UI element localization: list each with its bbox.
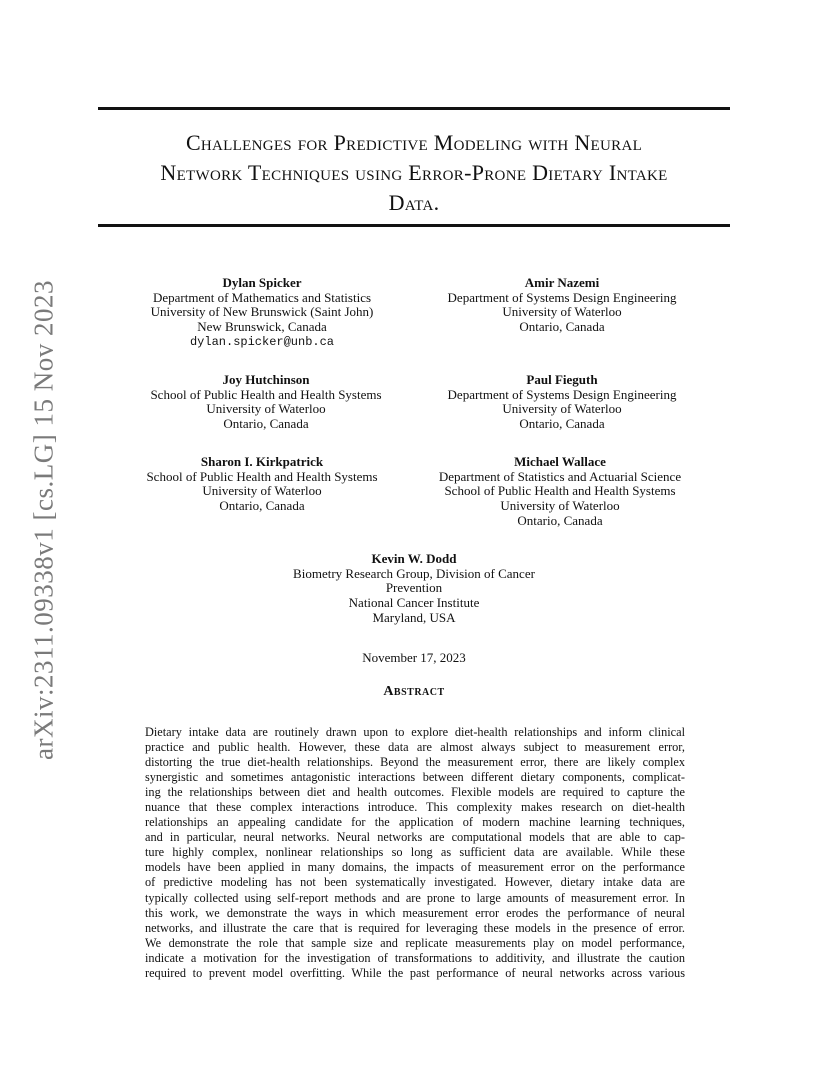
author-affiliation: University of Waterloo (202, 483, 322, 499)
abstract-line: this work, we demonstrate the ways in which measurement error erodes the performance of neural (145, 905, 685, 920)
author-affiliation: University of Waterloo (502, 401, 622, 417)
title-line: Challenges for Predictive Modeling with Neural (185, 130, 643, 155)
title-rule-bottom (98, 224, 730, 227)
author-name: Sharon I. Kirkpatrick (200, 454, 324, 469)
author-affiliation: Ontario, Canada (219, 498, 305, 514)
author-affiliation: Ontario, Canada (519, 319, 605, 335)
abstract-line: relationships an appealing candidate for the application of modern machine learning techniques, (145, 815, 685, 830)
author-block (410, 455, 710, 529)
author-affiliation: Department of Systems Design Engineering (447, 289, 677, 305)
author-block (116, 373, 416, 432)
author-affiliation: University of New Brunswick (Saint John) (150, 304, 374, 320)
author-name: Michael Wallace (514, 454, 606, 469)
author-affiliation: School of Public Health and Health Systems (444, 483, 676, 499)
author-affiliation: University of Waterloo (206, 401, 326, 417)
author-name: Dylan Spicker (222, 275, 302, 290)
title-rule-top (98, 107, 730, 110)
abstract-line: ing the relationships between diet and health outcomes. Flexible models are required to capture the (145, 785, 685, 800)
abstract-body (145, 725, 685, 981)
author-affiliation: Biometry Research Group, Division of Cancer Prevention (293, 565, 535, 596)
abstract-line: nuance that these complex interactions introduce. This complexity makes research on diet-health (145, 800, 685, 815)
author-name: Paul Fieguth (526, 372, 598, 387)
abstract-line: networks, and illustrate the care that is required for leveraging these models in the presence of error. (145, 920, 685, 935)
abstract-line: typically collected using self-report methods and are prone to large amounts of measurement error. In (145, 890, 685, 905)
author-affiliation: Department of Systems Design Engineering (447, 386, 677, 402)
title-line: Network Techniques using Error-Prone Dietary Intake (160, 160, 668, 185)
author-email[interactable]: dylan.spicker@unb.ca (189, 334, 335, 349)
publication-date: November 17, 2023 (362, 650, 466, 665)
abstract-line: indicate a motivation for the investigation of transformations to additivity, and illustrate the caution (145, 950, 685, 965)
abstract-line: practice and public health. However, these data are almost always subject to measurement error, (145, 740, 685, 755)
abstract-line: required to prevent model overfitting. While the past performance of neural networks across various (145, 965, 685, 980)
author-block (112, 455, 412, 514)
author-affiliation: Department of Mathematics and Statistics (152, 289, 372, 305)
author-block (264, 552, 564, 626)
author-affiliation: National Cancer Institute (348, 595, 480, 611)
author-name: Amir Nazemi (524, 275, 600, 290)
paper-title (98, 128, 730, 218)
abstract-line: Dietary intake data are routinely drawn upon to explore diet-health relationships and inform clinical (145, 725, 685, 739)
author-block (112, 276, 412, 350)
author-affiliation: New Brunswick, Canada (197, 319, 327, 335)
abstract-line: synergistic and sometimes antagonistic interactions between different dietary components, complicat- (145, 770, 685, 785)
author-block (412, 373, 712, 432)
abstract-line: distorting the true diet-health relationships. Beyond the measurement error, there are likely complex (145, 755, 685, 770)
author-block (412, 276, 712, 335)
author-affiliation: Maryland, USA (372, 609, 456, 625)
author-affiliation: University of Waterloo (500, 498, 620, 514)
author-name: Joy Hutchinson (222, 372, 310, 387)
author-affiliation: University of Waterloo (502, 304, 622, 320)
author-affiliation: Ontario, Canada (223, 416, 309, 432)
author-affiliation: School of Public Health and Health Systems (146, 468, 378, 484)
author-affiliation: Ontario, Canada (519, 416, 605, 432)
abstract-line: We demonstrate the role that sample size and replicate measurements play on model performance, (145, 935, 685, 950)
title-line: Data. (388, 190, 440, 215)
abstract-line: of predictive modeling has not been systematically investigated. However, dietary intake data are (145, 875, 685, 890)
abstract-line: models have been applied in many domains, the impacts of measurement error on the performance (145, 860, 685, 875)
author-affiliation: Department of Statistics and Actuarial Science (438, 468, 682, 484)
abstract-line: ture highly complex, nonlinear relationships so long as sufficient data are available. While these (145, 845, 685, 860)
author-affiliation: School of Public Health and Health Systems (150, 386, 382, 402)
arxiv-identifier-text: arXiv:2311.09338v1 [cs.LG] 15 Nov 2023 (28, 280, 59, 760)
abstract-heading: Abstract (383, 684, 445, 699)
author-affiliation: Ontario, Canada (517, 512, 603, 528)
abstract-line: and in particular, neural networks. Neural networks are computational models that are able to cap- (145, 830, 685, 845)
author-name: Kevin W. Dodd (371, 551, 457, 566)
